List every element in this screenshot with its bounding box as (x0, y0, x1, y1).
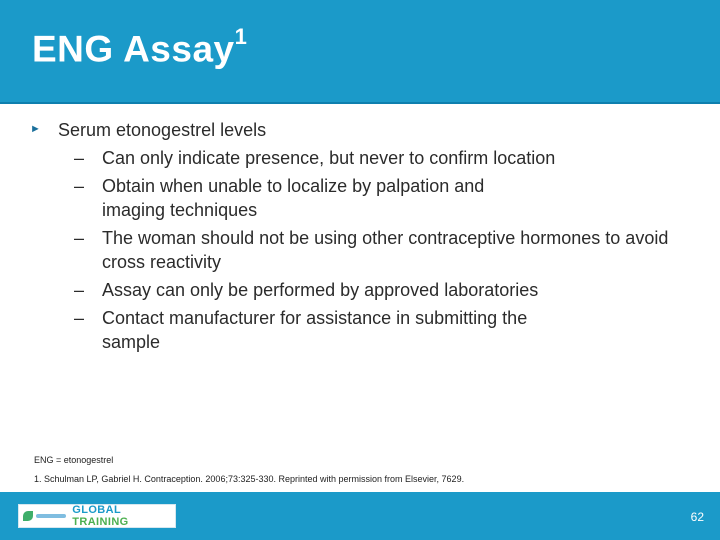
sub-bullet-text: Assay can only be performed by approved laboratories (102, 280, 539, 300)
slide-content (30, 118, 700, 354)
dash-marker: – (74, 228, 85, 248)
logo-text (72, 504, 175, 528)
logo-word-global: GLOBAL (72, 504, 121, 516)
title-superscript: 1 (234, 24, 248, 49)
sub-bullet-item (74, 306, 700, 354)
global-training-logo (18, 504, 176, 528)
sub-bullet-list (30, 146, 700, 354)
sub-bullet-item (74, 146, 700, 170)
sub-bullet-item (74, 226, 700, 274)
reference-note: 1. Schulman LP, Gabriel H. Contraception. 2006;73:325-330. Reprinted with permission from Elsevier, 7629. (34, 474, 465, 484)
footnotes (34, 455, 464, 493)
dash-marker: – (74, 308, 85, 328)
bullet-item (30, 118, 700, 142)
dash-marker: – (74, 280, 85, 300)
slide-header (0, 0, 720, 104)
logo-word-training: TRAINING (72, 516, 129, 528)
abbreviation-note: ENG = etonogestrel (34, 455, 114, 465)
dash-marker: – (74, 148, 85, 168)
dash-marker: – (74, 176, 85, 196)
page-number: 62 (690, 510, 704, 524)
sub-bullet-text: Can only indicate presence, but never to confirm location (102, 148, 556, 168)
sub-bullet-text: The woman should not be using other contraceptive hormones to avoid cross reactivity (102, 228, 669, 272)
sub-bullet-item (74, 174, 700, 222)
slide-title (32, 24, 248, 70)
sub-bullet-text: Contact manufacturer for assistance in submitting the sample (102, 308, 528, 352)
slide-footer (0, 492, 720, 540)
sub-bullet-text: Obtain when unable to localize by palpation and imaging techniques (102, 176, 485, 220)
bullet-text: Serum etonogestrel levels (58, 120, 267, 140)
slide-title-text: ENG Assay (32, 28, 235, 70)
sub-bullet-item (74, 278, 700, 302)
triangle-right-icon: ► (30, 123, 41, 135)
logo-mark-icon (19, 505, 72, 527)
